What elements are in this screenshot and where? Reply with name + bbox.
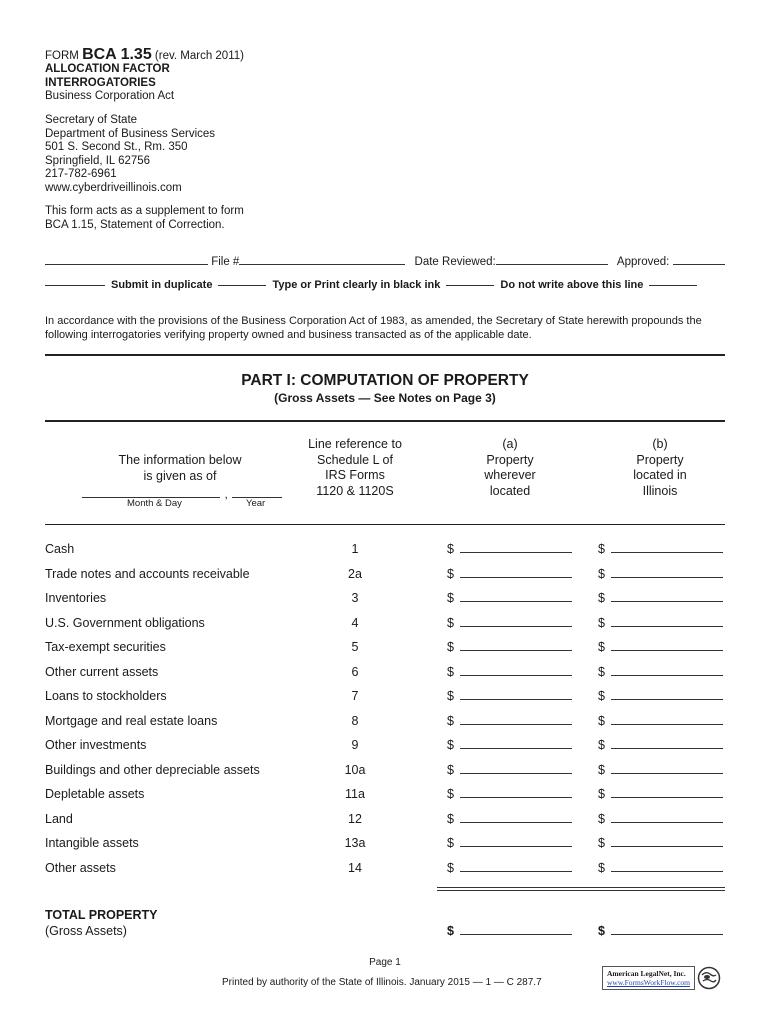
intro-paragraph bbox=[45, 314, 730, 342]
col-a-line2: Property bbox=[486, 452, 534, 467]
dollar-sign: $ bbox=[598, 812, 605, 826]
dollar-sign: $ bbox=[447, 616, 454, 630]
row-col-b bbox=[598, 836, 723, 850]
form-revision: (rev. March 2011) bbox=[154, 50, 244, 62]
dollar-sign: $ bbox=[598, 616, 605, 630]
amount-field-col-a[interactable] bbox=[460, 689, 572, 700]
supplement-line1: This form acts as a supplement to form bbox=[45, 205, 244, 217]
col-a-line1: (a) bbox=[502, 437, 518, 451]
row-line-reference: 7 bbox=[351, 689, 359, 703]
amount-field-col-b[interactable] bbox=[611, 591, 723, 602]
part1-title: PART I: COMPUTATION OF PROPERTY bbox=[241, 372, 529, 389]
printed-by-authority: Printed by authority of the State of Illinois. January 2015 — 1 — C 287.7 bbox=[222, 977, 542, 988]
line-reference-header bbox=[290, 437, 420, 499]
column-b-header bbox=[600, 437, 720, 499]
intro-line1: In accordance with the provisions of the Business Corporation Act of 1983, as amended, the Secretary of State herewith propounds the bbox=[45, 315, 702, 327]
instr-rule-4 bbox=[649, 285, 697, 286]
row-line-reference: 5 bbox=[351, 640, 359, 654]
office-use-blank[interactable] bbox=[45, 254, 208, 265]
dollar-sign: $ bbox=[447, 665, 454, 679]
year-caption: Year bbox=[246, 498, 266, 509]
row-label: Buildings and other depreciable assets bbox=[45, 763, 260, 777]
total-col-b-field[interactable] bbox=[611, 924, 723, 935]
row-col-b bbox=[598, 812, 723, 826]
dollar-sign: $ bbox=[598, 836, 605, 850]
row-line-reference: 6 bbox=[351, 665, 359, 679]
row-label: Other current assets bbox=[45, 665, 159, 679]
column-header-bottom-rule bbox=[45, 524, 725, 525]
amount-field-col-a[interactable] bbox=[460, 640, 572, 651]
info-date-header bbox=[95, 452, 265, 484]
office-use-line bbox=[45, 254, 725, 268]
amount-field-col-a[interactable] bbox=[460, 836, 572, 847]
dollar-sign: $ bbox=[447, 836, 454, 850]
total-label-line1: TOTAL PROPERTY bbox=[45, 908, 158, 922]
publisher-logo-box bbox=[602, 966, 695, 990]
row-line-reference: 3 bbox=[351, 591, 359, 605]
form-number-line bbox=[45, 46, 244, 64]
dollar-sign: $ bbox=[447, 591, 454, 605]
form-title bbox=[45, 63, 170, 90]
address-website[interactable]: www.cyberdriveillinois.com bbox=[45, 181, 182, 194]
row-line-reference: 1 bbox=[351, 542, 359, 556]
col-b-line2: Property bbox=[636, 452, 684, 467]
row-col-a bbox=[447, 861, 572, 875]
row-line-reference: 11a bbox=[345, 787, 365, 801]
row-col-b bbox=[598, 665, 723, 679]
row-col-a bbox=[447, 616, 572, 630]
file-label: File # bbox=[211, 256, 240, 268]
row-col-a bbox=[447, 812, 572, 826]
row-col-a bbox=[447, 738, 572, 752]
col-b-line4: Illinois bbox=[642, 483, 678, 498]
publisher-logo bbox=[602, 966, 721, 990]
act-name: Business Corporation Act bbox=[45, 90, 175, 102]
row-label: Mortgage and real estate loans bbox=[45, 714, 218, 728]
address-line4: Springfield, IL 62756 bbox=[45, 154, 151, 167]
amount-field-col-a[interactable] bbox=[460, 763, 572, 774]
amount-field-col-b[interactable] bbox=[611, 812, 723, 823]
amount-field-col-b[interactable] bbox=[611, 738, 723, 749]
dollar-sign: $ bbox=[598, 787, 605, 801]
row-col-b bbox=[598, 567, 723, 581]
date-reviewed-field[interactable] bbox=[496, 254, 608, 265]
row-col-a bbox=[447, 714, 572, 728]
amount-field-col-b[interactable] bbox=[611, 567, 723, 578]
amount-field-col-b[interactable] bbox=[611, 689, 723, 700]
instr-rule-2 bbox=[218, 285, 266, 286]
address-line1: Secretary of State bbox=[45, 114, 138, 126]
amount-field-col-b[interactable] bbox=[611, 714, 723, 725]
total-property-label bbox=[45, 907, 158, 939]
dollar-sign: $ bbox=[598, 640, 605, 654]
dollar-sign: $ bbox=[598, 714, 605, 728]
form-title-line2: INTERROGATORIES bbox=[45, 76, 156, 89]
part1-top-rule bbox=[45, 354, 725, 356]
address-line3: 501 S. Second St., Rm. 350 bbox=[45, 141, 188, 153]
total-label-line2: (Gross Assets) bbox=[45, 924, 127, 938]
dollar-sign: $ bbox=[447, 567, 454, 581]
row-col-a bbox=[447, 591, 572, 605]
amount-field-col-a[interactable] bbox=[460, 665, 572, 676]
dollar-sign: $ bbox=[447, 861, 454, 875]
date-comma: , bbox=[224, 487, 228, 501]
approved-label: Approved: bbox=[616, 256, 670, 268]
row-col-a bbox=[447, 836, 572, 850]
row-line-reference: 8 bbox=[351, 714, 359, 728]
amount-field-col-a[interactable] bbox=[460, 787, 572, 798]
form-title-line1: ALLOCATION FACTOR bbox=[45, 63, 170, 75]
row-col-a bbox=[447, 787, 572, 801]
total-double-rule bbox=[437, 887, 725, 891]
address-line5: 217-782-6961 bbox=[45, 168, 117, 180]
ref-line1: Line reference to bbox=[308, 437, 402, 451]
amount-field-col-b[interactable] bbox=[611, 836, 723, 847]
part1-subtitle: (Gross Assets — See Notes on Page 3) bbox=[274, 391, 496, 405]
file-number-field[interactable] bbox=[239, 254, 405, 265]
dollar-sign: $ bbox=[598, 542, 605, 556]
amount-field-col-b[interactable] bbox=[611, 787, 723, 798]
row-col-b bbox=[598, 738, 723, 752]
dollar-sign: $ bbox=[598, 861, 605, 875]
col-a-line4: located bbox=[489, 483, 531, 498]
row-col-b bbox=[598, 616, 723, 630]
amount-field-col-a[interactable] bbox=[460, 567, 572, 578]
form-number: BCA 1.35 bbox=[82, 46, 152, 63]
row-label: Intangible assets bbox=[45, 836, 139, 850]
ref-line4: 1120 & 1120S bbox=[316, 483, 394, 498]
dollar-sign: $ bbox=[598, 689, 605, 703]
type-instruction: Type or Print clearly in black ink bbox=[272, 279, 441, 291]
amount-field-col-b[interactable] bbox=[611, 861, 723, 872]
row-label: Tax-exempt securities bbox=[45, 640, 166, 654]
col-a-line3: wherever bbox=[484, 468, 536, 482]
instr-rule-3 bbox=[446, 285, 494, 286]
row-label: Cash bbox=[45, 542, 75, 556]
instructions-line bbox=[45, 279, 725, 291]
dollar-sign: $ bbox=[447, 738, 454, 752]
row-label: U.S. Government obligations bbox=[45, 616, 205, 630]
dollar-sign: $ bbox=[598, 738, 605, 752]
address-block bbox=[45, 114, 215, 195]
row-col-a bbox=[447, 665, 572, 679]
month-day-caption: Month & Day bbox=[127, 498, 182, 509]
dollar-sign: $ bbox=[447, 714, 454, 728]
page-number: Page 1 bbox=[369, 957, 401, 968]
dollar-sign: $ bbox=[598, 665, 605, 679]
column-header-top-rule bbox=[45, 420, 725, 422]
row-line-reference: 10a bbox=[344, 763, 366, 777]
row-line-reference: 4 bbox=[351, 616, 359, 630]
row-col-a bbox=[447, 640, 572, 654]
column-a-header bbox=[450, 437, 570, 499]
dollar-sign: $ bbox=[598, 924, 605, 938]
row-label: Loans to stockholders bbox=[45, 689, 167, 703]
info-line1: The information below bbox=[118, 453, 242, 467]
submit-instruction: Submit in duplicate bbox=[111, 279, 213, 291]
row-col-b bbox=[598, 787, 723, 801]
address-line2: Department of Business Services bbox=[45, 127, 216, 140]
supplement-note bbox=[45, 205, 244, 232]
row-line-reference: 13a bbox=[344, 836, 366, 850]
dollar-sign: $ bbox=[598, 567, 605, 581]
row-line-reference: 14 bbox=[348, 861, 362, 875]
amount-field-col-b[interactable] bbox=[611, 542, 723, 553]
row-col-b bbox=[598, 640, 723, 654]
row-col-b bbox=[598, 542, 723, 556]
instr-rule-1 bbox=[45, 285, 105, 286]
row-col-b bbox=[598, 861, 723, 875]
row-col-a bbox=[447, 689, 572, 703]
supplement-line2: BCA 1.15, Statement of Correction. bbox=[45, 218, 225, 231]
row-label: Depletable assets bbox=[45, 787, 145, 801]
row-label: Land bbox=[45, 812, 73, 826]
intro-line2: following interrogatories verifying property owned and business transacted as of the applicable date. bbox=[45, 329, 532, 341]
date-reviewed-label: Date Reviewed: bbox=[414, 256, 496, 268]
row-col-b bbox=[598, 763, 723, 777]
amount-field-col-b[interactable] bbox=[611, 616, 723, 627]
row-col-b bbox=[598, 689, 723, 703]
dollar-sign: $ bbox=[447, 924, 454, 938]
row-line-reference: 12 bbox=[348, 812, 362, 826]
row-col-a bbox=[447, 763, 572, 777]
info-line2: is given as of bbox=[143, 469, 217, 483]
col-b-line1: (b) bbox=[652, 437, 668, 451]
row-line-reference: 9 bbox=[351, 738, 359, 752]
dollar-sign: $ bbox=[447, 689, 454, 703]
row-line-reference: 2a bbox=[348, 567, 362, 581]
col-b-line3: located in bbox=[633, 468, 687, 482]
ref-line2: Schedule L of bbox=[317, 452, 393, 467]
row-label: Trade notes and accounts receivable bbox=[45, 567, 250, 581]
amount-field-col-a[interactable] bbox=[460, 861, 572, 872]
amount-field-col-b[interactable] bbox=[611, 665, 723, 676]
total-col-b bbox=[598, 924, 723, 938]
dollar-sign: $ bbox=[598, 763, 605, 777]
amount-field-col-a[interactable] bbox=[460, 542, 572, 553]
row-col-b bbox=[598, 714, 723, 728]
amount-field-col-a[interactable] bbox=[460, 714, 572, 725]
logo-website[interactable]: www.FormsWorkFlow.com bbox=[607, 978, 691, 987]
amount-field-col-b[interactable] bbox=[611, 640, 723, 651]
row-col-a bbox=[447, 542, 572, 556]
total-col-a bbox=[447, 924, 572, 938]
total-col-a-field[interactable] bbox=[460, 924, 572, 935]
dollar-sign: $ bbox=[447, 787, 454, 801]
dollar-sign: $ bbox=[447, 812, 454, 826]
globe-icon bbox=[697, 966, 721, 990]
row-col-b bbox=[598, 591, 723, 605]
row-label: Other assets bbox=[45, 861, 116, 875]
form-prefix: FORM bbox=[45, 50, 79, 62]
row-label: Inventories bbox=[45, 591, 107, 605]
logo-company: American LegalNet, Inc. bbox=[607, 969, 686, 978]
dollar-sign: $ bbox=[598, 591, 605, 605]
amount-field-col-a[interactable] bbox=[460, 812, 572, 823]
amount-field-col-a[interactable] bbox=[460, 591, 572, 602]
do-not-write-instruction: Do not write above this line bbox=[500, 279, 644, 291]
row-col-a bbox=[447, 567, 572, 581]
dollar-sign: $ bbox=[447, 640, 454, 654]
row-label: Other investments bbox=[45, 738, 147, 752]
dollar-sign: $ bbox=[447, 763, 454, 777]
month-day-field[interactable] bbox=[82, 487, 220, 498]
year-field[interactable] bbox=[232, 487, 282, 498]
dollar-sign: $ bbox=[447, 542, 454, 556]
amount-field-col-a[interactable] bbox=[460, 616, 572, 627]
approved-field[interactable] bbox=[673, 254, 725, 265]
amount-field-col-b[interactable] bbox=[611, 763, 723, 774]
ref-line3: IRS Forms bbox=[325, 468, 385, 482]
amount-field-col-a[interactable] bbox=[460, 738, 572, 749]
